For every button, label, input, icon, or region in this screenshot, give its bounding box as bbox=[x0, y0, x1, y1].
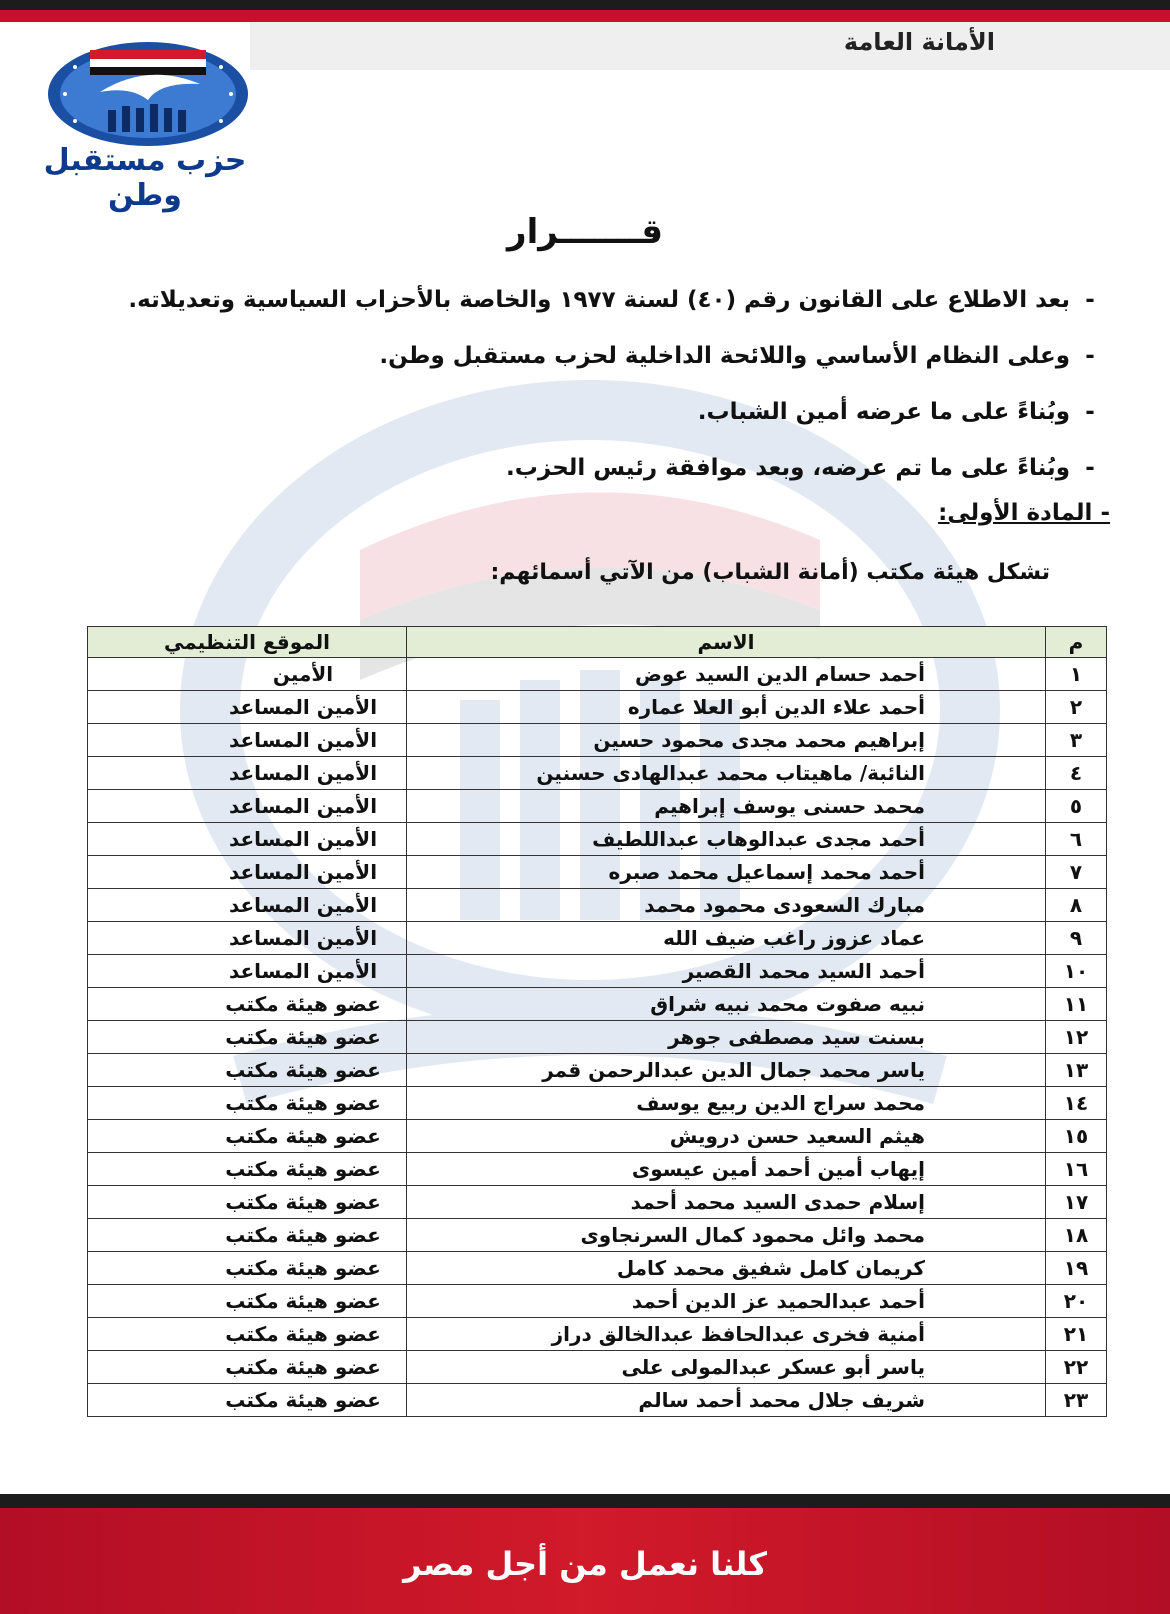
cell-role: الأمين المساعد bbox=[88, 856, 407, 889]
table-row bbox=[88, 988, 1107, 1021]
cell-role: الأمين المساعد bbox=[88, 823, 407, 856]
table-row bbox=[88, 790, 1107, 823]
cell-name: إيهاب أمين أحمد أمين عيسوى bbox=[407, 1153, 1046, 1186]
cell-name: إبراهيم محمد مجدى محمود حسين bbox=[407, 724, 1046, 757]
table-row bbox=[88, 889, 1107, 922]
table-row bbox=[88, 1384, 1107, 1417]
cell-role: الأمين المساعد bbox=[88, 889, 407, 922]
cell-name: إسلام حمدى السيد محمد أحمد bbox=[407, 1186, 1046, 1219]
cell-role: عضو هيئة مكتب bbox=[88, 1120, 407, 1153]
cell-num: ١٣ bbox=[1046, 1054, 1107, 1087]
cell-role: عضو هيئة مكتب bbox=[88, 988, 407, 1021]
cell-num: ١٢ bbox=[1046, 1021, 1107, 1054]
cell-role: عضو هيئة مكتب bbox=[88, 1219, 407, 1252]
cell-num: ٢ bbox=[1046, 691, 1107, 724]
cell-name: كريمان كامل شفيق محمد كامل bbox=[407, 1252, 1046, 1285]
header-name: الاسم bbox=[407, 627, 1046, 658]
footer-slogan: كلنا نعمل من أجل مصر bbox=[403, 1545, 767, 1583]
top-dark-stripe bbox=[0, 0, 1170, 10]
cell-num: ١٠ bbox=[1046, 955, 1107, 988]
cell-num: ١٤ bbox=[1046, 1087, 1107, 1120]
cell-num: ١١ bbox=[1046, 988, 1107, 1021]
cell-name: نبيه صفوت محمد نبيه شراق bbox=[407, 988, 1046, 1021]
article-title: - المادة الأولى: bbox=[938, 500, 1110, 526]
table-row bbox=[88, 1285, 1107, 1318]
cell-num: ٨ bbox=[1046, 889, 1107, 922]
cell-num: ٢١ bbox=[1046, 1318, 1107, 1351]
table-row bbox=[88, 856, 1107, 889]
table-row bbox=[88, 1252, 1107, 1285]
decision-title: قـــــــرار bbox=[507, 212, 663, 252]
cell-name: أحمد محمد إسماعيل محمد صبره bbox=[407, 856, 1046, 889]
cell-role: عضو هيئة مكتب bbox=[88, 1021, 407, 1054]
cell-name: هيثم السعيد حسن درويش bbox=[407, 1120, 1046, 1153]
cell-name: عماد عزوز راغب ضيف الله bbox=[407, 922, 1046, 955]
table-row bbox=[88, 922, 1107, 955]
table-row bbox=[88, 691, 1107, 724]
cell-role: عضو هيئة مكتب bbox=[88, 1087, 407, 1120]
table-row bbox=[88, 658, 1107, 691]
table-row bbox=[88, 1153, 1107, 1186]
cell-name: أحمد حسام الدين السيد عوض bbox=[407, 658, 1046, 691]
cell-role: الأمين المساعد bbox=[88, 922, 407, 955]
cell-name: أحمد السيد محمد القصير bbox=[407, 955, 1046, 988]
table-row bbox=[88, 757, 1107, 790]
table-row bbox=[88, 1186, 1107, 1219]
table-header-row bbox=[88, 627, 1107, 658]
header-title: الأمانة العامة bbox=[843, 28, 995, 56]
cell-role: عضو هيئة مكتب bbox=[88, 1054, 407, 1087]
table-row bbox=[88, 1219, 1107, 1252]
preamble-list bbox=[60, 272, 1110, 496]
cell-name: محمد سراج الدين ربيع يوسف bbox=[407, 1087, 1046, 1120]
cell-num: ٢٠ bbox=[1046, 1285, 1107, 1318]
cell-num: ١٥ bbox=[1046, 1120, 1107, 1153]
top-red-stripe bbox=[0, 10, 1170, 22]
table-row bbox=[88, 1120, 1107, 1153]
cell-num: ١٨ bbox=[1046, 1219, 1107, 1252]
cell-role: الأمين bbox=[88, 658, 407, 691]
table-row bbox=[88, 955, 1107, 988]
preamble-item: -وبُناءً على ما تم عرضه، وبعد موافقة رئيس الحزب. bbox=[506, 455, 1095, 481]
cell-num: ١٧ bbox=[1046, 1186, 1107, 1219]
cell-num: ٢٣ bbox=[1046, 1384, 1107, 1417]
cell-role: عضو هيئة مكتب bbox=[88, 1318, 407, 1351]
cell-num: ٥ bbox=[1046, 790, 1107, 823]
cell-num: ٤ bbox=[1046, 757, 1107, 790]
cell-name: أحمد عبدالحميد عز الدين أحمد bbox=[407, 1285, 1046, 1318]
cell-num: ١٩ bbox=[1046, 1252, 1107, 1285]
article-text: تشكل هيئة مكتب (أمانة الشباب) من الآتي أسمائهم: bbox=[490, 560, 1050, 585]
table-row bbox=[88, 1087, 1107, 1120]
cell-role: عضو هيئة مكتب bbox=[88, 1186, 407, 1219]
cell-name: محمد حسنى يوسف إبراهيم bbox=[407, 790, 1046, 823]
header-num: م bbox=[1046, 627, 1107, 658]
footer-dark-stripe bbox=[0, 1494, 1170, 1508]
cell-num: ٩ bbox=[1046, 922, 1107, 955]
cell-role: عضو هيئة مكتب bbox=[88, 1252, 407, 1285]
cell-role: عضو هيئة مكتب bbox=[88, 1351, 407, 1384]
table-row bbox=[88, 1318, 1107, 1351]
cell-num: ٣ bbox=[1046, 724, 1107, 757]
logo-party-name: حزب مستقبل وطن bbox=[43, 143, 247, 213]
cell-role: الأمين المساعد bbox=[88, 757, 407, 790]
cell-name: أمنية فخرى عبدالحافظ عبدالخالق دراز bbox=[407, 1318, 1046, 1351]
cell-num: ٢٢ bbox=[1046, 1351, 1107, 1384]
preamble-item: -وعلى النظام الأساسي واللائحة الداخلية لحزب مستقبل وطن. bbox=[379, 343, 1095, 369]
cell-name: شريف جلال محمد أحمد سالم bbox=[407, 1384, 1046, 1417]
table-row bbox=[88, 724, 1107, 757]
table-row bbox=[88, 1021, 1107, 1054]
cell-num: ١ bbox=[1046, 658, 1107, 691]
cell-role: الأمين المساعد bbox=[88, 790, 407, 823]
cell-role: عضو هيئة مكتب bbox=[88, 1384, 407, 1417]
cell-num: ٧ bbox=[1046, 856, 1107, 889]
header-role: الموقع التنظيمي bbox=[88, 627, 407, 658]
cell-name: محمد وائل محمود كمال السرنجاوى bbox=[407, 1219, 1046, 1252]
cell-name: النائبة/ ماهيتاب محمد عبدالهادى حسنين bbox=[407, 757, 1046, 790]
preamble-item: -بعد الاطلاع على القانون رقم (٤٠) لسنة ١٩٧٧ والخاصة بالأحزاب السياسية وتعديلاته. bbox=[128, 287, 1095, 313]
cell-name: ياسر أبو عسكر عبدالمولى على bbox=[407, 1351, 1046, 1384]
cell-name: بسنت سيد مصطفى جوهر bbox=[407, 1021, 1046, 1054]
cell-num: ١٦ bbox=[1046, 1153, 1107, 1186]
cell-name: مبارك السعودى محمود محمد bbox=[407, 889, 1046, 922]
table-body bbox=[88, 658, 1107, 1417]
table-row bbox=[88, 1054, 1107, 1087]
cell-name: أحمد علاء الدين أبو العلا عماره bbox=[407, 691, 1046, 724]
header-band bbox=[250, 22, 1170, 70]
cell-role: عضو هيئة مكتب bbox=[88, 1153, 407, 1186]
cell-role: الأمين المساعد bbox=[88, 955, 407, 988]
members-table bbox=[87, 626, 1107, 1417]
cell-num: ٦ bbox=[1046, 823, 1107, 856]
preamble-item: -وبُناءً على ما عرضه أمين الشباب. bbox=[697, 399, 1095, 425]
cell-name: أحمد مجدى عبدالوهاب عبداللطيف bbox=[407, 823, 1046, 856]
cell-role: الأمين المساعد bbox=[88, 724, 407, 757]
cell-role: عضو هيئة مكتب bbox=[88, 1285, 407, 1318]
table-row bbox=[88, 823, 1107, 856]
table-row bbox=[88, 1351, 1107, 1384]
cell-name: ياسر محمد جمال الدين عبدالرحمن قمر bbox=[407, 1054, 1046, 1087]
cell-role: الأمين المساعد bbox=[88, 691, 407, 724]
